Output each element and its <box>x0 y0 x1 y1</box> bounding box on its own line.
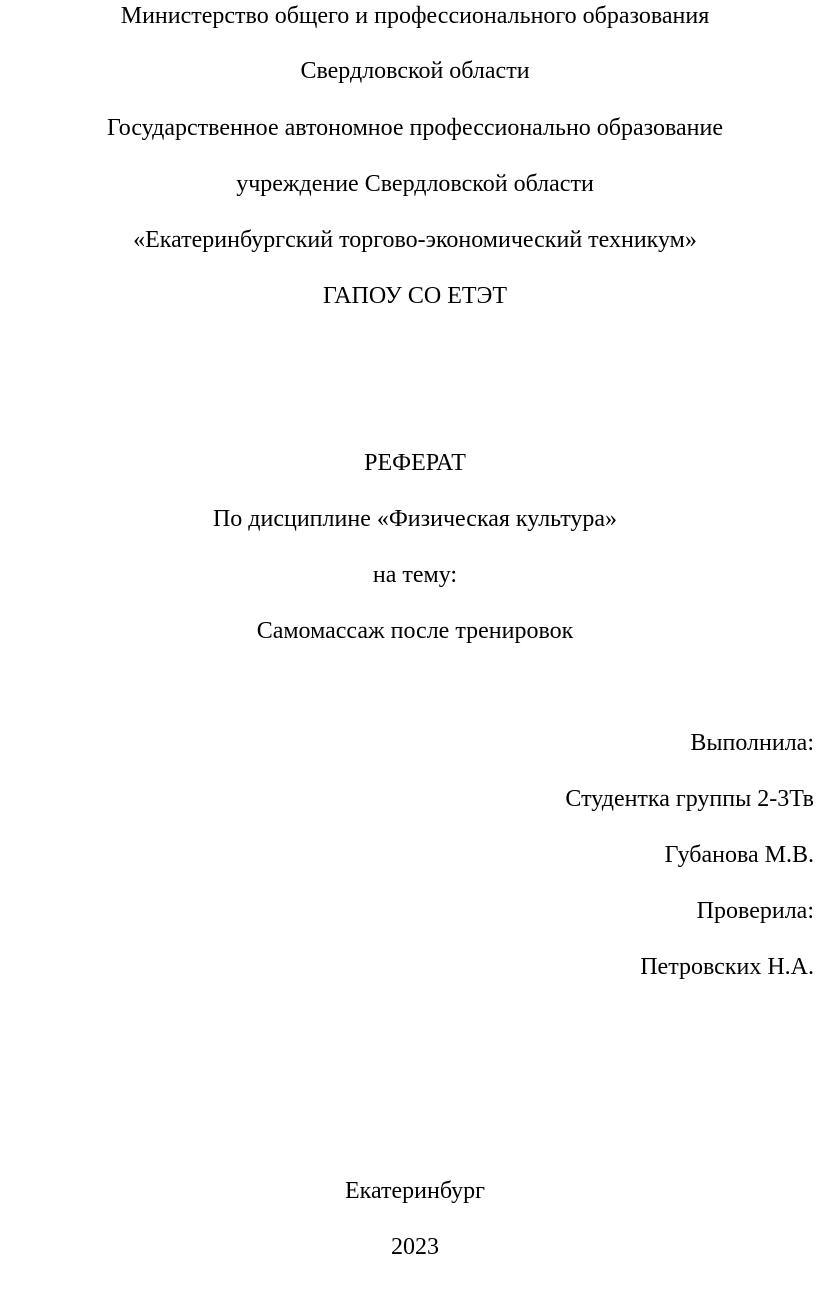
performed-label: Выполнила: <box>690 730 814 756</box>
checked-label: Проверила: <box>696 898 814 924</box>
institution-name-line: «Екатеринбургский торгово-экономический техникум» <box>133 227 697 253</box>
institution-abbr-line: ГАПОУ СО ЕТЭТ <box>322 283 508 309</box>
ministry-line: Министерство общего и профессионального образования <box>120 3 710 29</box>
teacher-name: Петровских Н.А. <box>640 954 814 980</box>
institution-type-line: Государственное автономное профессионально образование <box>106 115 724 141</box>
student-group: Студентка группы 2-3Тв <box>565 786 814 812</box>
student-name: Губанова М.В. <box>664 842 814 868</box>
year-line: 2023 <box>391 1234 439 1260</box>
institution-region-line: учреждение Свердловской области <box>236 171 594 197</box>
topic-label: на тему: <box>372 562 458 588</box>
region-line: Свердловской области <box>300 58 530 84</box>
discipline-line: По дисциплине «Физическая культура» <box>212 506 618 532</box>
doc-type-title: РЕФЕРАТ <box>364 450 466 476</box>
topic-title: Самомассаж после тренировок <box>256 618 574 644</box>
city-line: Екатеринбург <box>345 1178 485 1204</box>
